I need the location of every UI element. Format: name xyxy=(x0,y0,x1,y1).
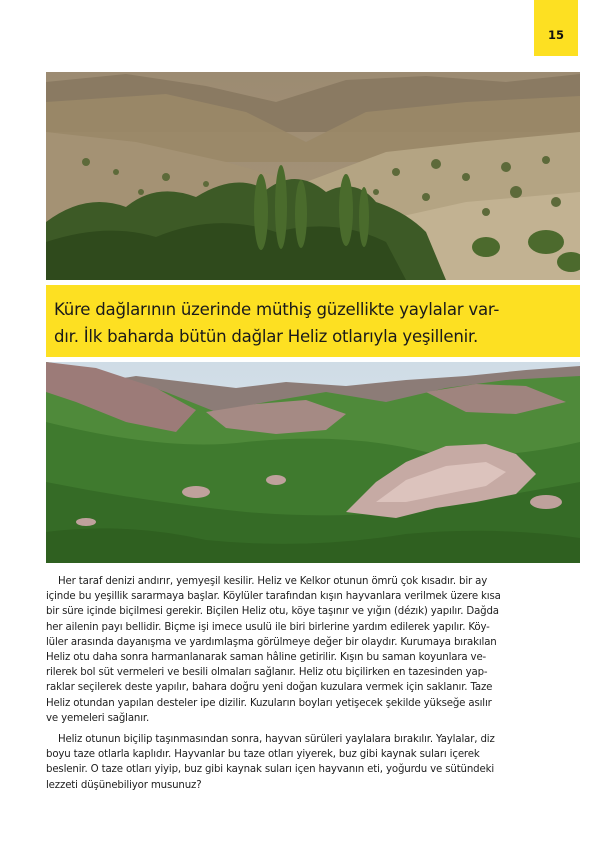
page-number-tab xyxy=(534,0,578,56)
paragraph-1-line: bir süre içinde biçilmesi gerekir. Biçilen Heliz otu, köye taşınır ve yığın (dézık) yapılır. Dağda xyxy=(46,606,499,618)
paragraph-1-line: her ailenin payı bellidir. Biçme işi imece usulü ile biri birlerine yardım edilerek yapılır. Köy- xyxy=(46,621,490,633)
caption-line-2: dır. İlk baharda bütün dağlar Heliz otlarıyla yeşillenir. xyxy=(54,327,479,346)
paragraph-1-line: ve yemeleri sağlanır. xyxy=(46,712,150,724)
paragraph-2-line: boyu taze otlarla kaplıdır. Hayvanlar bu taze otları yiyerek, buz gibi kaynak suları içerek xyxy=(46,749,480,761)
paragraph-1-line: rilerek bol süt vermeleri ve besili olmaları sağlanır. Heliz otu biçilirken en tazesinden yap- xyxy=(46,667,488,679)
paragraph-2-line: lezzeti düşünebiliyor musunuz? xyxy=(46,779,202,791)
body-text xyxy=(46,574,580,793)
paragraph-2-line: beslenir. O taze otları yiyip, buz gibi kaynak suları içen hayvanın eti, yoğurdu ve sütündeki xyxy=(46,764,495,776)
paragraph-1-line: lüler arasında dayanışma ve yardımlaşma görülmeye değer bir olaydır. Kurumaya bırakılan xyxy=(46,636,497,648)
caption-line-1: Küre dağlarının üzerinde müthiş güzellikte yaylalar var- xyxy=(54,300,500,319)
paragraph-1-line: raklar seçilerek deste yapılır, bahara doğru yeni doğan kuzulara vermek için saklanır. Taze xyxy=(46,682,493,694)
page-number: 15 xyxy=(547,28,564,42)
paragraph-1-line: içinde bu yeşillik sararmaya başlar. Köylüler tarafından kışın hayvanlara verilmek üzere kısa xyxy=(46,591,501,603)
paragraph-1-line: Heliz otundan yapılan desteler ipe dizilir. Kuzuların boyları yetişecek şekilde yükseğe asılır xyxy=(46,697,492,709)
highlight-caption xyxy=(46,285,580,357)
landscape-photo-valley xyxy=(46,72,580,280)
landscape-photo-slopes xyxy=(46,362,580,563)
paragraph-1-line: Heliz otu daha sonra harmanlanarak saman hâline getirilir. Kışın bu saman koyunlara ve- xyxy=(46,652,487,664)
paragraph-1-line: Her taraf denizi andırır, yemyeşil kesilir. Heliz ve Kelkor otunun ömrü çok kısadır. bir ay xyxy=(58,576,488,587)
paragraph-2-line: Heliz otunun biçilip taşınmasından sonra, hayvan sürüleri yaylalara bırakılır. Yaylalar, diz xyxy=(58,734,495,746)
